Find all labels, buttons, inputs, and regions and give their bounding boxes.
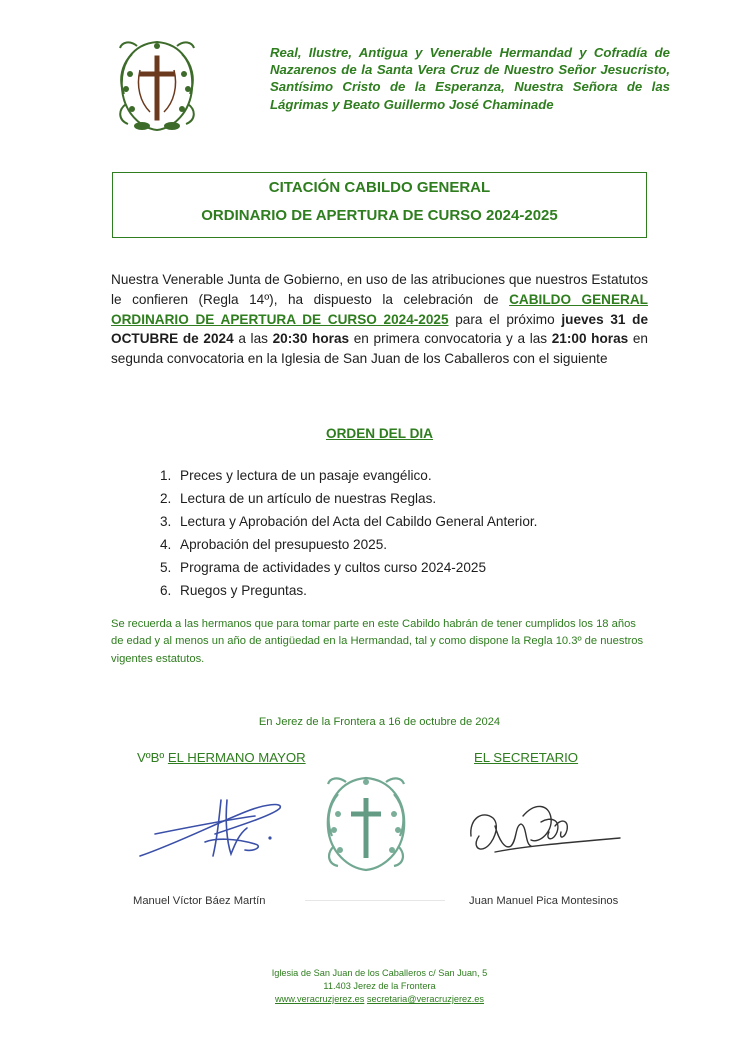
second-call-time: 21:00 horas — [551, 331, 629, 347]
secretario-name: Juan Manuel Pica Montesinos — [469, 895, 619, 907]
document-title-line1: CITACIÓN CABILDO GENERAL — [268, 179, 491, 196]
agenda-item-text: Ruegos y Preguntas. — [180, 583, 307, 598]
secretario-signature — [465, 796, 625, 862]
agenda-item-text: Programa de actividades y cultos curso 2024-2025 — [180, 560, 487, 575]
agenda-item — [160, 464, 537, 487]
brotherhood-name: Real, Ilustre, Antigua y Venerable Hermandad y Cofradía de Nazarenos de la Santa Vera Cruz de Nuestro Señor Jesucristo, Santísimo Cristo de la Esperanza, Nuestra Señora de las Lágrimas y Beato Guillermo José Chaminade — [270, 45, 670, 112]
agenda-item-number: 6. — [160, 583, 172, 598]
hermano-mayor-role — [137, 750, 306, 765]
intro-text-5: en segunda convocatoria en la Iglesia de San Juan de los Caballeros con el siguiente — [111, 331, 648, 367]
intro-text-2: para el próximo — [448, 311, 562, 327]
hermano-mayor-signature — [135, 794, 285, 864]
eligibility-notice: Se recuerda a las hermanos que para tomar parte en este Cabildo habrán de tener cumplidos los 18 años de edad y al menos un año de antigüedad en la Hermandad, tal y como dispone la Regla 10.3º de nuestros vigentes estatutos. — [111, 618, 644, 665]
footer-contacts — [0, 993, 749, 1006]
first-call-time: 20:30 horas — [272, 331, 350, 347]
intro-text-4: en primera convocatoria y a las — [349, 331, 552, 347]
intro-text-1: Nuestra Venerable Junta de Gobierno, en uso de las atribuciones que nuestros Estatutos le confieren (Regla 14º), ha dispuesto la celebración de — [111, 272, 648, 307]
agenda-item-number: 2. — [160, 491, 172, 506]
hermano-mayor-title: EL HERMANO MAYOR — [167, 750, 306, 765]
agenda-item — [160, 510, 537, 533]
footer-city: 11.403 Jerez de la Frontera — [323, 981, 436, 991]
footer — [0, 967, 749, 1006]
agenda-list — [160, 464, 537, 602]
footer-address: Iglesia de San Juan de los Caballeros c/ San Juan, 5 — [271, 968, 488, 978]
intro-paragraph — [111, 270, 648, 369]
agenda-item — [160, 579, 537, 602]
agenda-item-number: 3. — [160, 514, 172, 529]
agenda-item-text: Lectura de un artículo de nuestras Reglas. — [180, 491, 437, 506]
agenda-item-number: 4. — [160, 537, 172, 552]
agenda-heading: ORDEN DEL DIA — [326, 426, 433, 441]
agenda-item — [160, 533, 537, 556]
website-link[interactable]: www.veracruzjerez.es — [275, 994, 365, 1004]
agenda-item-text: Lectura y Aprobación del Acta del Cabildo General Anterior. — [180, 514, 538, 529]
center-divider — [305, 900, 445, 901]
agenda-item — [160, 487, 537, 510]
agenda-item — [160, 556, 537, 579]
hermano-mayor-name: Manuel Víctor Báez Martín — [133, 895, 266, 907]
agenda-item-number: 5. — [160, 560, 172, 575]
approval-prefix: VºBº — [137, 750, 168, 765]
brotherhood-crest-logo — [112, 34, 202, 136]
agenda-item-text: Aprobación del presupuesto 2025. — [180, 537, 388, 552]
secretario-title: EL SECRETARIO — [474, 750, 579, 765]
meeting-date: jueves 31 de OCTUBRE de 2024 — [111, 311, 649, 347]
intro-text-3: a las — [233, 331, 273, 347]
cabildo-name: CABILDO GENERAL ORDINARIO DE APERTURA DE CURSO 2024-2025 — [111, 291, 648, 327]
document-title-line2: ORDINARIO DE APERTURA DE CURSO 2024-2025 — [201, 207, 558, 224]
brotherhood-seal-stamp — [318, 772, 414, 874]
email-link[interactable]: secretaria@veracruzjerez.es — [366, 994, 484, 1004]
agenda-item-number: 1. — [160, 468, 172, 483]
document-title-box — [112, 172, 647, 238]
agenda-item-text: Preces y lectura de un pasaje evangélico. — [180, 468, 432, 483]
place-and-date: En Jerez de la Frontera a 16 de octubre de 2024 — [258, 716, 501, 728]
